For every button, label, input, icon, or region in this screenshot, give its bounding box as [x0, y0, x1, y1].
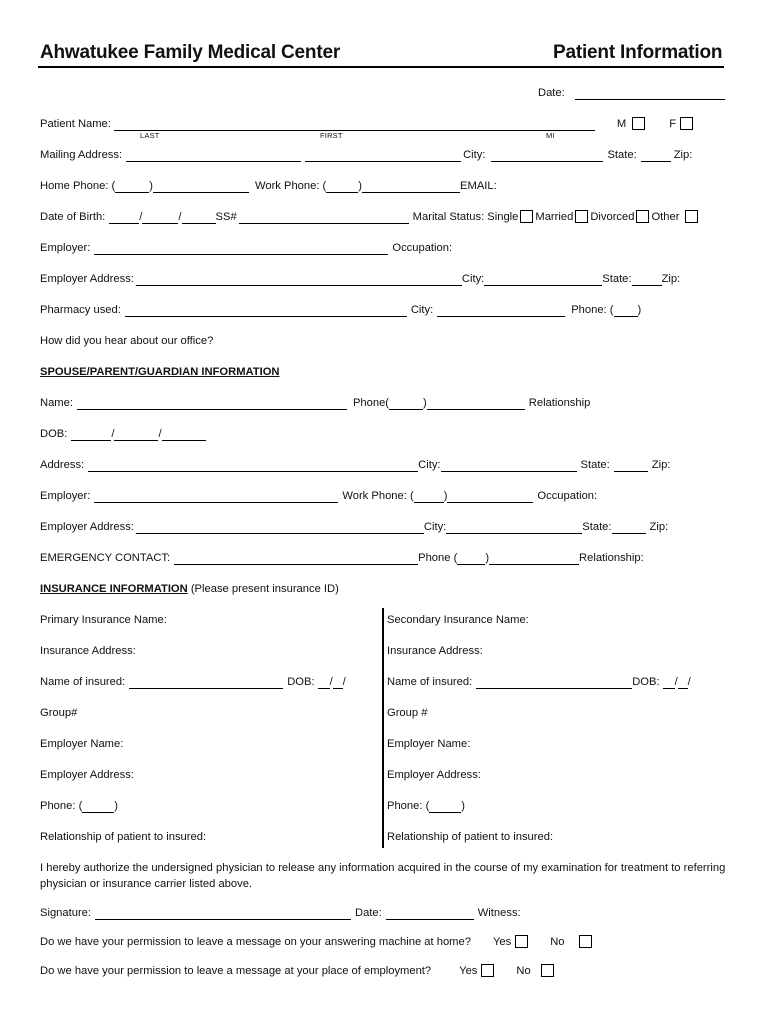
female-checkbox[interactable]	[680, 117, 693, 130]
employer-city-label: City:	[461, 273, 485, 285]
guardian-state-label: State:	[580, 459, 610, 471]
guardian-relationship-label: Relationship	[528, 397, 591, 409]
male-checkbox[interactable]	[632, 117, 645, 130]
home-no-checkbox[interactable]	[579, 935, 592, 948]
secondary-phone-area[interactable]	[429, 800, 461, 813]
signature-field[interactable]	[95, 907, 351, 920]
pharmacy-label: Pharmacy used:	[40, 304, 121, 316]
primary-group-label: Group#	[40, 707, 78, 719]
referral-label: How did you hear about our office?	[40, 335, 214, 347]
insurance-heading-row	[40, 580, 730, 596]
patient-name-label: Patient Name:	[40, 118, 111, 130]
work-yes-label: Yes	[459, 965, 478, 977]
employer-label: Employer:	[40, 242, 91, 254]
employer-address-label: Employer Address:	[40, 273, 134, 285]
header-rule	[38, 66, 724, 68]
guardian-dob-day[interactable]	[114, 428, 158, 441]
pharmacy-city-field[interactable]	[437, 304, 565, 317]
authorization-text: I hereby authorize the undersigned physician to release any information acquired in the course of my examination for treatment to referring physician or insurance carrier listed above.	[40, 862, 726, 890]
dob-day[interactable]	[142, 211, 178, 224]
guardian-name-label: Name:	[40, 397, 73, 409]
guardian-address-label: Address:	[40, 459, 85, 471]
emergency-row	[40, 549, 730, 565]
employer-field[interactable]	[94, 242, 388, 255]
mailing-field-1[interactable]	[126, 149, 301, 162]
female-label: F	[669, 118, 677, 130]
guardian-state-field[interactable]	[614, 459, 648, 472]
city-field[interactable]	[491, 149, 603, 162]
employer-state-field[interactable]	[632, 273, 662, 286]
guardian-employer-address-label: Employer Address:	[40, 521, 134, 533]
primary-relationship-label: Relationship of patient to insured:	[40, 831, 207, 843]
other-checkbox[interactable]	[685, 210, 698, 223]
primary-relationship-row	[40, 828, 374, 844]
guardian-phone-field[interactable]	[427, 397, 525, 410]
single-checkbox[interactable]	[520, 210, 533, 223]
home-no-label: No	[550, 936, 565, 948]
emergency-relationship-label: Relationship:	[579, 552, 644, 564]
work-no-label: No	[516, 965, 531, 977]
phone-row	[40, 177, 730, 193]
state-field[interactable]	[641, 149, 671, 162]
guardian-heading: SPOUSE/PARENT/GUARDIAN INFORMATION	[40, 366, 280, 378]
employer-city-field[interactable]	[484, 273, 602, 286]
patient-name-row	[40, 115, 730, 131]
work-phone-label: Work Phone: (	[254, 180, 327, 192]
pharmacy-field[interactable]	[125, 304, 407, 317]
home-yes-label: Yes	[492, 936, 512, 948]
employer-address-field[interactable]	[136, 273, 462, 286]
guardian-city-field[interactable]	[441, 459, 577, 472]
guardian-employer-state-field[interactable]	[612, 521, 646, 534]
secondary-employer-address-row	[387, 766, 727, 782]
emergency-phone-label: Phone (	[418, 552, 458, 564]
secondary-relationship-label: Relationship of patient to insured:	[387, 831, 554, 843]
guardian-dob-slash-1: /	[111, 428, 115, 440]
guardian-employer-zip-label: Zip:	[649, 521, 669, 533]
home-permission-question: Do we have your permission to leave a message on your answering machine at home?	[40, 936, 471, 948]
guardian-address-row	[40, 456, 730, 472]
city-label: City:	[463, 149, 486, 161]
work-yes-checkbox[interactable]	[481, 964, 494, 977]
guardian-phone-label: Phone(	[352, 397, 390, 409]
guardian-dob-year[interactable]	[162, 428, 206, 441]
primary-phone-label: Phone: (	[40, 800, 83, 812]
secondary-dob-slash-1: /	[674, 676, 678, 688]
guardian-work-phone-field[interactable]	[447, 490, 533, 503]
guardian-employer-city-field[interactable]	[446, 521, 582, 534]
primary-dob-label: DOB:	[287, 676, 315, 688]
employer-zip-label: Zip:	[661, 273, 681, 285]
dob-year[interactable]	[182, 211, 216, 224]
secondary-dob-month[interactable]	[663, 676, 675, 689]
primary-insured-row	[40, 673, 374, 689]
dob-label: Date of Birth:	[40, 211, 106, 223]
work-no-checkbox[interactable]	[541, 964, 554, 977]
guardian-employer-row	[40, 487, 730, 503]
home-phone-area[interactable]	[115, 180, 149, 193]
primary-phone-area[interactable]	[82, 800, 114, 813]
guardian-employer-address-field[interactable]	[136, 521, 424, 534]
primary-insured-label: Name of insured:	[40, 676, 126, 688]
primary-address-label: Insurance Address:	[40, 645, 136, 657]
zip-label: Zip:	[673, 149, 693, 161]
married-label: Married	[535, 211, 574, 223]
emergency-phone-field[interactable]	[489, 552, 579, 565]
guardian-work-phone-area[interactable]	[414, 490, 444, 503]
married-checkbox[interactable]	[575, 210, 588, 223]
guardian-work-phone-label: Work Phone: (	[342, 490, 414, 502]
primary-name-row	[40, 611, 374, 627]
secondary-group-row	[387, 704, 727, 720]
guardian-employer-label: Employer:	[40, 490, 91, 502]
secondary-employer-address-label: Employer Address:	[387, 769, 481, 781]
guardian-employer-address-row	[40, 518, 730, 534]
form-title: Patient Information	[553, 42, 723, 63]
secondary-insured-field[interactable]	[476, 676, 632, 689]
divorced-checkbox[interactable]	[636, 210, 649, 223]
signature-row	[40, 904, 724, 920]
emergency-phone-area[interactable]	[457, 552, 485, 565]
home-permission-row	[40, 933, 730, 949]
guardian-phone-area[interactable]	[389, 397, 423, 410]
email-label: EMAIL:	[460, 180, 497, 192]
secondary-relationship-row	[387, 828, 727, 844]
secondary-dob-slash-2: /	[687, 676, 691, 688]
work-phone-area[interactable]	[326, 180, 358, 193]
mailing-row	[40, 146, 730, 162]
work-phone-field[interactable]	[362, 180, 460, 193]
org-name: Ahwatukee Family Medical Center	[40, 42, 341, 63]
secondary-dob-day[interactable]	[678, 676, 688, 689]
guardian-employer-city-label: City:	[423, 521, 447, 533]
pharmacy-row	[40, 301, 730, 317]
primary-dob-day[interactable]	[333, 676, 343, 689]
emergency-phone-paren: )	[485, 552, 490, 564]
secondary-insured-row	[387, 673, 731, 689]
dob-slash-2: /	[178, 211, 182, 223]
guardian-work-phone-paren: )	[443, 490, 448, 502]
dob-row	[40, 208, 730, 224]
date-label: Date:	[538, 87, 565, 99]
guardian-name-field[interactable]	[77, 397, 347, 410]
primary-address-row	[40, 642, 374, 658]
signature-label: Signature:	[40, 907, 91, 919]
primary-employer-address-row	[40, 766, 374, 782]
primary-employer-address-label: Employer Address:	[40, 769, 134, 781]
guardian-zip-label: Zip:	[651, 459, 671, 471]
pharmacy-city-label: City:	[410, 304, 434, 316]
male-label: M	[616, 118, 627, 130]
guardian-dob-label: DOB:	[40, 428, 68, 440]
home-phone-field[interactable]	[153, 180, 249, 193]
guardian-heading-row	[40, 363, 730, 379]
dob-month[interactable]	[109, 211, 139, 224]
insurance-heading: INSURANCE INFORMATION	[40, 583, 188, 595]
guardian-name-row	[40, 394, 730, 410]
guardian-address-field[interactable]	[88, 459, 418, 472]
insurance-heading-note: (Please present insurance ID)	[187, 583, 339, 595]
insurance-column-divider	[382, 608, 384, 848]
patient-name-field[interactable]	[114, 118, 595, 131]
guardian-dob-slash-2: /	[158, 428, 162, 440]
sub-last: LAST	[140, 131, 160, 140]
guardian-phone-paren: )	[423, 397, 427, 409]
guardian-dob-row	[40, 425, 730, 441]
secondary-address-label: Insurance Address:	[387, 645, 483, 657]
secondary-name-row	[387, 611, 727, 627]
secondary-phone-label: Phone: (	[387, 800, 430, 812]
pharmacy-phone-area[interactable]	[614, 304, 638, 317]
secondary-name-label: Secondary Insurance Name:	[387, 614, 529, 626]
primary-name-label: Primary Insurance Name:	[40, 614, 167, 626]
work-phone-paren: )	[358, 180, 363, 192]
ss-label: SS#	[215, 211, 237, 223]
guardian-dob-month[interactable]	[71, 428, 111, 441]
primary-employer-label: Employer Name:	[40, 738, 124, 750]
primary-phone-paren: )	[114, 800, 119, 812]
primary-group-row	[40, 704, 374, 720]
occupation-label: Occupation:	[392, 242, 453, 254]
guardian-city-label: City:	[418, 459, 441, 471]
primary-dob-month[interactable]	[318, 676, 330, 689]
secondary-phone-paren: )	[461, 800, 466, 812]
employer-address-row	[40, 270, 730, 286]
state-label: State:	[607, 149, 637, 161]
sub-first: FIRST	[320, 131, 343, 140]
emergency-label: EMERGENCY CONTACT:	[40, 552, 171, 564]
guardian-employer-field[interactable]	[94, 490, 338, 503]
primary-phone-row	[40, 797, 374, 813]
home-yes-checkbox[interactable]	[515, 935, 528, 948]
secondary-group-label: Group #	[387, 707, 428, 719]
secondary-insured-label: Name of insured:	[387, 676, 473, 688]
other-label: Other	[651, 211, 680, 223]
guardian-employer-state-label: State:	[582, 521, 612, 533]
employer-row	[40, 239, 730, 255]
witness-label: Witness:	[477, 907, 521, 919]
home-phone-paren: )	[149, 180, 153, 192]
secondary-employer-label: Employer Name:	[387, 738, 471, 750]
referral-row	[40, 332, 730, 348]
primary-insured-field[interactable]	[129, 676, 283, 689]
primary-dob-slash-1: /	[329, 676, 333, 688]
pharmacy-phone-paren: )	[637, 304, 642, 316]
secondary-dob-label: DOB:	[632, 676, 660, 688]
dob-slash-1: /	[139, 211, 143, 223]
divorced-label: Divorced	[590, 211, 635, 223]
primary-employer-row	[40, 735, 374, 751]
signature-date-label: Date:	[355, 907, 382, 919]
secondary-phone-row	[387, 797, 727, 813]
employer-state-label: State:	[602, 273, 632, 285]
work-permission-row	[40, 962, 730, 978]
marital-label: Marital Status: Single	[412, 211, 519, 223]
primary-dob-slash-2: /	[342, 676, 346, 688]
work-permission-question: Do we have your permission to leave a message at your place of employment?	[40, 965, 432, 977]
pharmacy-phone-label: Phone: (	[571, 304, 614, 316]
secondary-employer-row	[387, 735, 727, 751]
emergency-field[interactable]	[174, 552, 418, 565]
date-field[interactable]	[575, 87, 725, 100]
guardian-occupation-label: Occupation:	[537, 490, 598, 502]
signature-date-field[interactable]	[386, 907, 474, 920]
mailing-label: Mailing Address:	[40, 149, 123, 161]
date-row	[538, 84, 726, 100]
home-phone-label: Home Phone: (	[40, 180, 116, 192]
secondary-address-row	[387, 642, 727, 658]
sub-mi: MI	[546, 131, 555, 140]
mailing-field-2[interactable]	[305, 149, 461, 162]
ss-field[interactable]	[239, 211, 409, 224]
